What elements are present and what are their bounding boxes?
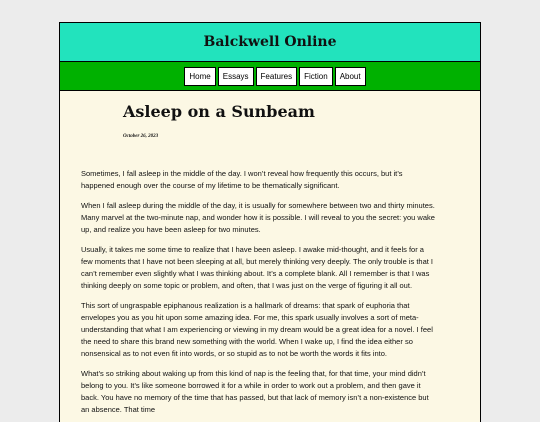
main-nav bbox=[60, 62, 480, 91]
article-paragraph: Usually, it takes me some time to realize that I have been asleep. I awake mid-thought, and it feels for a few moments that I have not been sleeping at all, but merely thinking very deeply. The only trouble is that I can’t remember even slightly what I was thinking about. It’s a complete blank. All I remember is that I was thinking deeply on some topic or problem, and often, that I was just on the verge of figuring it all out. bbox=[81, 245, 434, 290]
page-frame bbox=[59, 22, 481, 422]
nav-fiction-link[interactable]: Fiction bbox=[299, 67, 333, 86]
article-title: Asleep on a Sunbeam bbox=[123, 102, 315, 121]
nav-features-link[interactable]: Features bbox=[256, 67, 298, 86]
nav-about-link[interactable]: About bbox=[335, 67, 366, 86]
article-paragraph: Sometimes, I fall asleep in the middle of the day. I won’t reveal how frequently this occurs, but it’s happened enough over the course of my lifetime to be thematically significant. bbox=[81, 169, 403, 190]
article-paragraph: What’s so striking about waking up from this kind of nap is the feeling that, for that time, your mind didn’t belong to you. It’s like someone borrowed it for a while in order to work out a problem, and then gave it back. You have no memory of the time that has passed, but that lack of memory isn’t a non-existence but an absence. That time bbox=[81, 369, 429, 414]
nav-essays-link[interactable]: Essays bbox=[218, 67, 254, 86]
article-paragraph: This sort of ungraspable epiphanous realization is a hallmark of dreams: that spark of euphoria that envelopes you as you hit upon some amazing idea. For me, this spark usually involves a sort of meta-understanding that what I am experiencing or viewing in my dream would be a great idea for a novel. I feel the need to share this brand new something with the world. When I wake up, I find the idea either so nonsensical as to not even fit into words, or so stupid as to not be worth the words it fits into. bbox=[81, 301, 433, 358]
article-paragraph: When I fall asleep during the middle of the day, it is usually for somewhere between two and thirty minutes. Many marvel at the two-minute nap, and wonder how it is possible. I will reveal to you the secret: you wake up, and realize you have been asleep for two minutes. bbox=[81, 201, 435, 234]
site-title[interactable]: Balckwell Online bbox=[203, 34, 337, 50]
site-header bbox=[60, 23, 480, 62]
article-body bbox=[81, 168, 437, 416]
article-content bbox=[60, 91, 480, 416]
article-date: October 26, 2023 bbox=[123, 134, 159, 139]
nav-home-link[interactable]: Home bbox=[184, 67, 215, 86]
